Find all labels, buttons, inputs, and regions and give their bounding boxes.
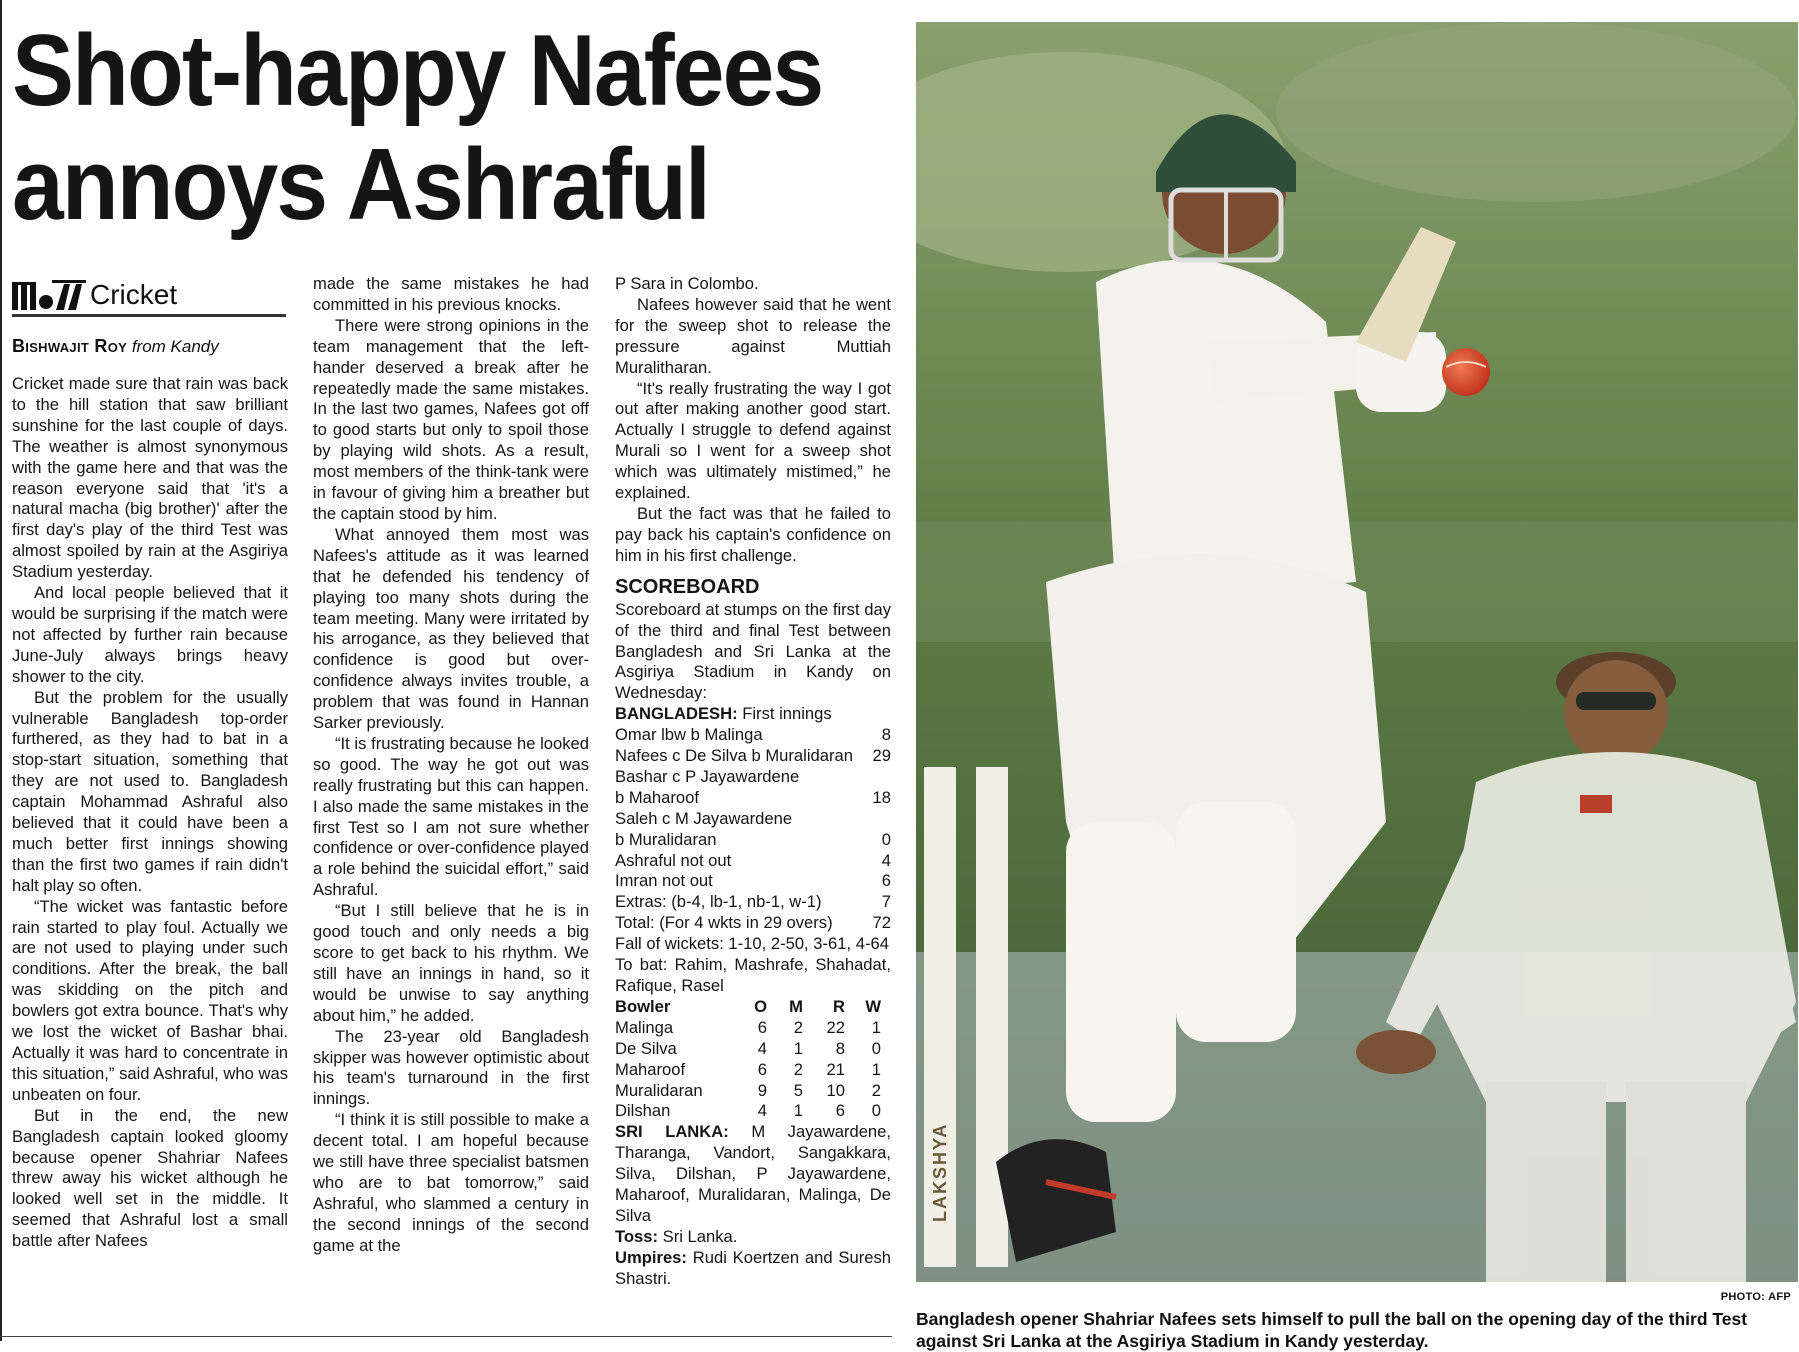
total-row: [615, 913, 891, 934]
runs: 7: [881, 892, 891, 912]
paragraph: made the same mistakes he had committed in his previous knocks.: [313, 274, 589, 314]
bowling-stat: 2: [871, 1080, 881, 1100]
bowling-stat: 2: [793, 1059, 803, 1079]
bowling-stat: 8: [835, 1038, 845, 1058]
innings-label: First innings: [742, 704, 832, 724]
batsman: Ashraful not out: [615, 850, 732, 870]
headline: Shot-happy Nafees annoys Ashraful: [12, 15, 823, 241]
article-column-3: [615, 274, 891, 1290]
bowling-header: W: [865, 996, 881, 1016]
bowling-stat: 6: [757, 1059, 767, 1079]
dismissal: b Muralidaran: [615, 829, 717, 849]
section-label: Cricket: [90, 279, 178, 310]
sponsor-board-text: LAKSHYA: [930, 1122, 950, 1222]
paragraph: “I think it is still possible to make a decent total. I am hopeful because we still have three specialist batsmen who are to bat tomorrow,” said Ashraful, who slammed a century in the second innings of the second game at the: [313, 1110, 589, 1255]
paragraph: And local people believed that it would be surprising if the match were not affected by further rain because June-July always brings heavy shower to the city.: [12, 583, 288, 686]
extras-row: [615, 892, 891, 913]
batting-row: [615, 871, 891, 892]
batting-row: [615, 767, 891, 788]
paragraph: There were strong opinions in the team management that the left-hander deserved a break after he repeatedly made the same mistakes. In the last two games, Nafees got off to good starts but only to spoil those by playing wild shots. As a result, most members of the think-tank were in favour of giving him a breather but the captain stood by him.: [313, 315, 589, 523]
batsman: Nafees c De Silva b Muralidaran: [615, 746, 853, 766]
batting-row: [615, 851, 891, 872]
bowling-header: O: [754, 996, 767, 1016]
bottom-rule: [0, 1336, 892, 1337]
byline: [12, 336, 292, 357]
left-column-rule: [0, 0, 2, 1341]
bowling-stat: 21: [826, 1059, 845, 1079]
paragraph: The 23-year old Bangladesh skipper was however optimistic about his team's turnaround in the first innings.: [313, 1026, 589, 1109]
batsman: Omar lbw b Malinga: [615, 725, 763, 745]
bowling-stat: 0: [871, 1038, 881, 1058]
batting-row: [615, 725, 891, 746]
sri-lanka-players: M Jayawardene, Tharanga, Vandort, Sangakkara, Silva, Dilshan, P Jayawardene, Maharoof, Muralidaran, Malinga, De Silva: [615, 1122, 891, 1225]
cricket-ball: [1442, 348, 1490, 396]
paragraph: But the fact was that he failed to pay back his captain's confidence on him in his first challenge.: [615, 503, 891, 565]
fall-of-wickets: Fall of wickets: 1-10, 2-50, 3-61, 4-64: [615, 934, 889, 954]
paragraph: “But I still believe that he is in good touch and only needs a big score to get back to his rhythm. We still have an innings in hand, so it would be unwise to say anything about him,” he added.: [313, 901, 589, 1025]
bowling-stat: 2: [793, 1017, 803, 1037]
photo-caption: Bangladesh opener Shahriar Nafees sets himself to pull the ball on the opening day of the third Test against Sri Lanka at the Asgiriya Stadium in Kandy yesterday.: [916, 1309, 1748, 1351]
bowling-stat: 4: [757, 1101, 767, 1121]
paragraph: Cricket made sure that rain was back to the hill station that saw brilliant sunshine for the last couple of days. The weather is almost synonymous with the game here and that was the reason everyone said that 'it's a natural macha (big brother)' after the first day's play of the third Test was almost spoiled by rain at the Asgiriya Stadium yesterday.: [12, 374, 288, 582]
sri-lanka-xi: [615, 1122, 891, 1227]
cricket-bat-ball-icon: [12, 280, 86, 310]
blurred-foliage: [1276, 22, 1796, 202]
toss-value: Sri Lanka.: [662, 1226, 738, 1246]
batsman: Bashar c P Jayawardene: [615, 766, 800, 786]
section-tag: [12, 278, 286, 317]
scoreboard-heading: SCOREBOARD: [615, 575, 760, 598]
bowling-stat: 1: [793, 1038, 803, 1058]
runs: 0: [881, 829, 891, 849]
batsman: Saleh c M Jayawardene: [615, 808, 793, 828]
runs: 8: [881, 725, 891, 745]
bowling-stat: 0: [871, 1101, 881, 1121]
bowling-stat: 22: [826, 1017, 845, 1037]
toss-label: Toss:: [615, 1226, 659, 1246]
paragraph: P Sara in Colombo.: [615, 274, 759, 293]
bowler-name: Maharoof: [615, 1059, 686, 1079]
photo-credit: PHOTO: AFP: [1720, 1291, 1791, 1303]
paragraph: “The wicket was fantastic before rain started to play foul. Actually we are not used to playing under such conditions. After the break, the ball was skidding on the pitch and bowlers got extra bounce. That's why we lost the wicket of Bashar bhai. Actually it was hard to concentrate in this situation,” said Ashraful, who was unbeaten on four.: [12, 896, 288, 1104]
toss-line: [615, 1227, 891, 1248]
bowling-stat: 6: [835, 1101, 845, 1121]
bowling-header: R: [833, 996, 845, 1016]
total-label: Total: (For 4 wkts in 29 overs): [615, 913, 833, 933]
paragraph: But the problem for the usually vulnerable Bangladesh top-order furthered, as they had to bat in a stop-start situation, something that they are not used to. Bangladesh captain Mohammad Ashraful also believed that it could have been a much better first innings showing than the first two games if rain didn't halt play so often.: [12, 687, 288, 895]
paragraph: “It is frustrating because he looked so good. The way he got out was really frustrating but this can happen. I also made the same mistakes in the first Test so I am not sure whether confidence or over-confidence played a role behind the suicidal effort,” said Ashraful.: [313, 733, 589, 900]
runs: 72: [872, 913, 891, 933]
bowling-header: Bowler: [615, 996, 671, 1016]
sri-lanka-label: SRI LANKA:: [615, 1122, 729, 1142]
runs: 6: [881, 871, 891, 891]
bowler-name: Dilshan: [615, 1101, 671, 1121]
umpires-label: Umpires:: [615, 1247, 687, 1267]
byline-location: from Kandy: [131, 337, 219, 356]
innings-line: [615, 704, 891, 725]
batting-row: [615, 809, 891, 830]
dismissal: b Maharoof: [615, 787, 699, 807]
runs: 29: [872, 746, 891, 766]
extras-label: Extras: (b-4, lb-1, nb-1, w-1): [615, 892, 822, 912]
batting-row: [615, 788, 891, 809]
bowler-name: De Silva: [615, 1038, 677, 1058]
bowler-name: Muralidaran: [615, 1080, 703, 1100]
paragraph: Nafees however said that he went for the sweep shot to release the pressure against Muttiah Muralitharan.: [615, 294, 891, 377]
bowling-figures: [615, 997, 891, 1122]
paragraph: What annoyed them most was Nafees's attitude as it was learned that he defended his tendency of playing too many shots during the team meeting. Many were irritated by his arrogance, as they believed that confidence is good but over-confidence always invites trouble, a problem that was found in Hannan Sarker previously.: [313, 524, 589, 733]
team-label: BANGLADESH:: [615, 704, 738, 724]
bowling-stat: 4: [757, 1038, 767, 1058]
bowling-stat: 1: [871, 1017, 881, 1037]
bowling-header: M: [789, 996, 803, 1016]
bowling-stat: 9: [757, 1080, 767, 1100]
photo-illustration: [916, 22, 1798, 1282]
batting-row: [615, 830, 891, 851]
paragraph: “It's really frustrating the way I got out after making another good start. Actually I struggle to defend against Murali so I went for a sweep shot which was ultimately mistimed,” he explained.: [615, 378, 891, 503]
batsman: Imran not out: [615, 871, 713, 891]
match-photo: [916, 22, 1798, 1282]
batting-row: [615, 746, 891, 767]
bowling-stat: 1: [871, 1059, 881, 1079]
umpires-line: [615, 1248, 891, 1290]
article-column-2: [313, 274, 589, 1257]
bowler-name: Malinga: [615, 1017, 674, 1037]
to-bat: To bat: Rahim, Mashrafe, Shahadat, Rafique, Rasel: [615, 955, 891, 995]
umpires-value: Rudi Koertzen and Suresh Shastri.: [615, 1247, 891, 1288]
article-column-1: [12, 374, 288, 1252]
bowling-stat: 6: [757, 1017, 767, 1037]
bowling-stat: 1: [793, 1101, 803, 1121]
runs: 4: [881, 850, 891, 870]
byline-author: Bishwajit Roy: [12, 336, 128, 356]
bowling-stat: 5: [793, 1080, 803, 1100]
paragraph: But in the end, the new Bangladesh captain looked gloomy because opener Shahriar Nafees threw away his wicket although he looked well set in the middle. It seemed that Ashraful lost a small battle after Nafees: [12, 1105, 288, 1251]
bowling-stat: 10: [826, 1080, 845, 1100]
scoreboard-intro: Scoreboard at stumps on the first day of the third and final Test between Bangladesh and Sri Lanka at the Asgiriya Stadium in Kandy on Wednesday:: [615, 599, 891, 703]
runs: 18: [872, 787, 891, 807]
